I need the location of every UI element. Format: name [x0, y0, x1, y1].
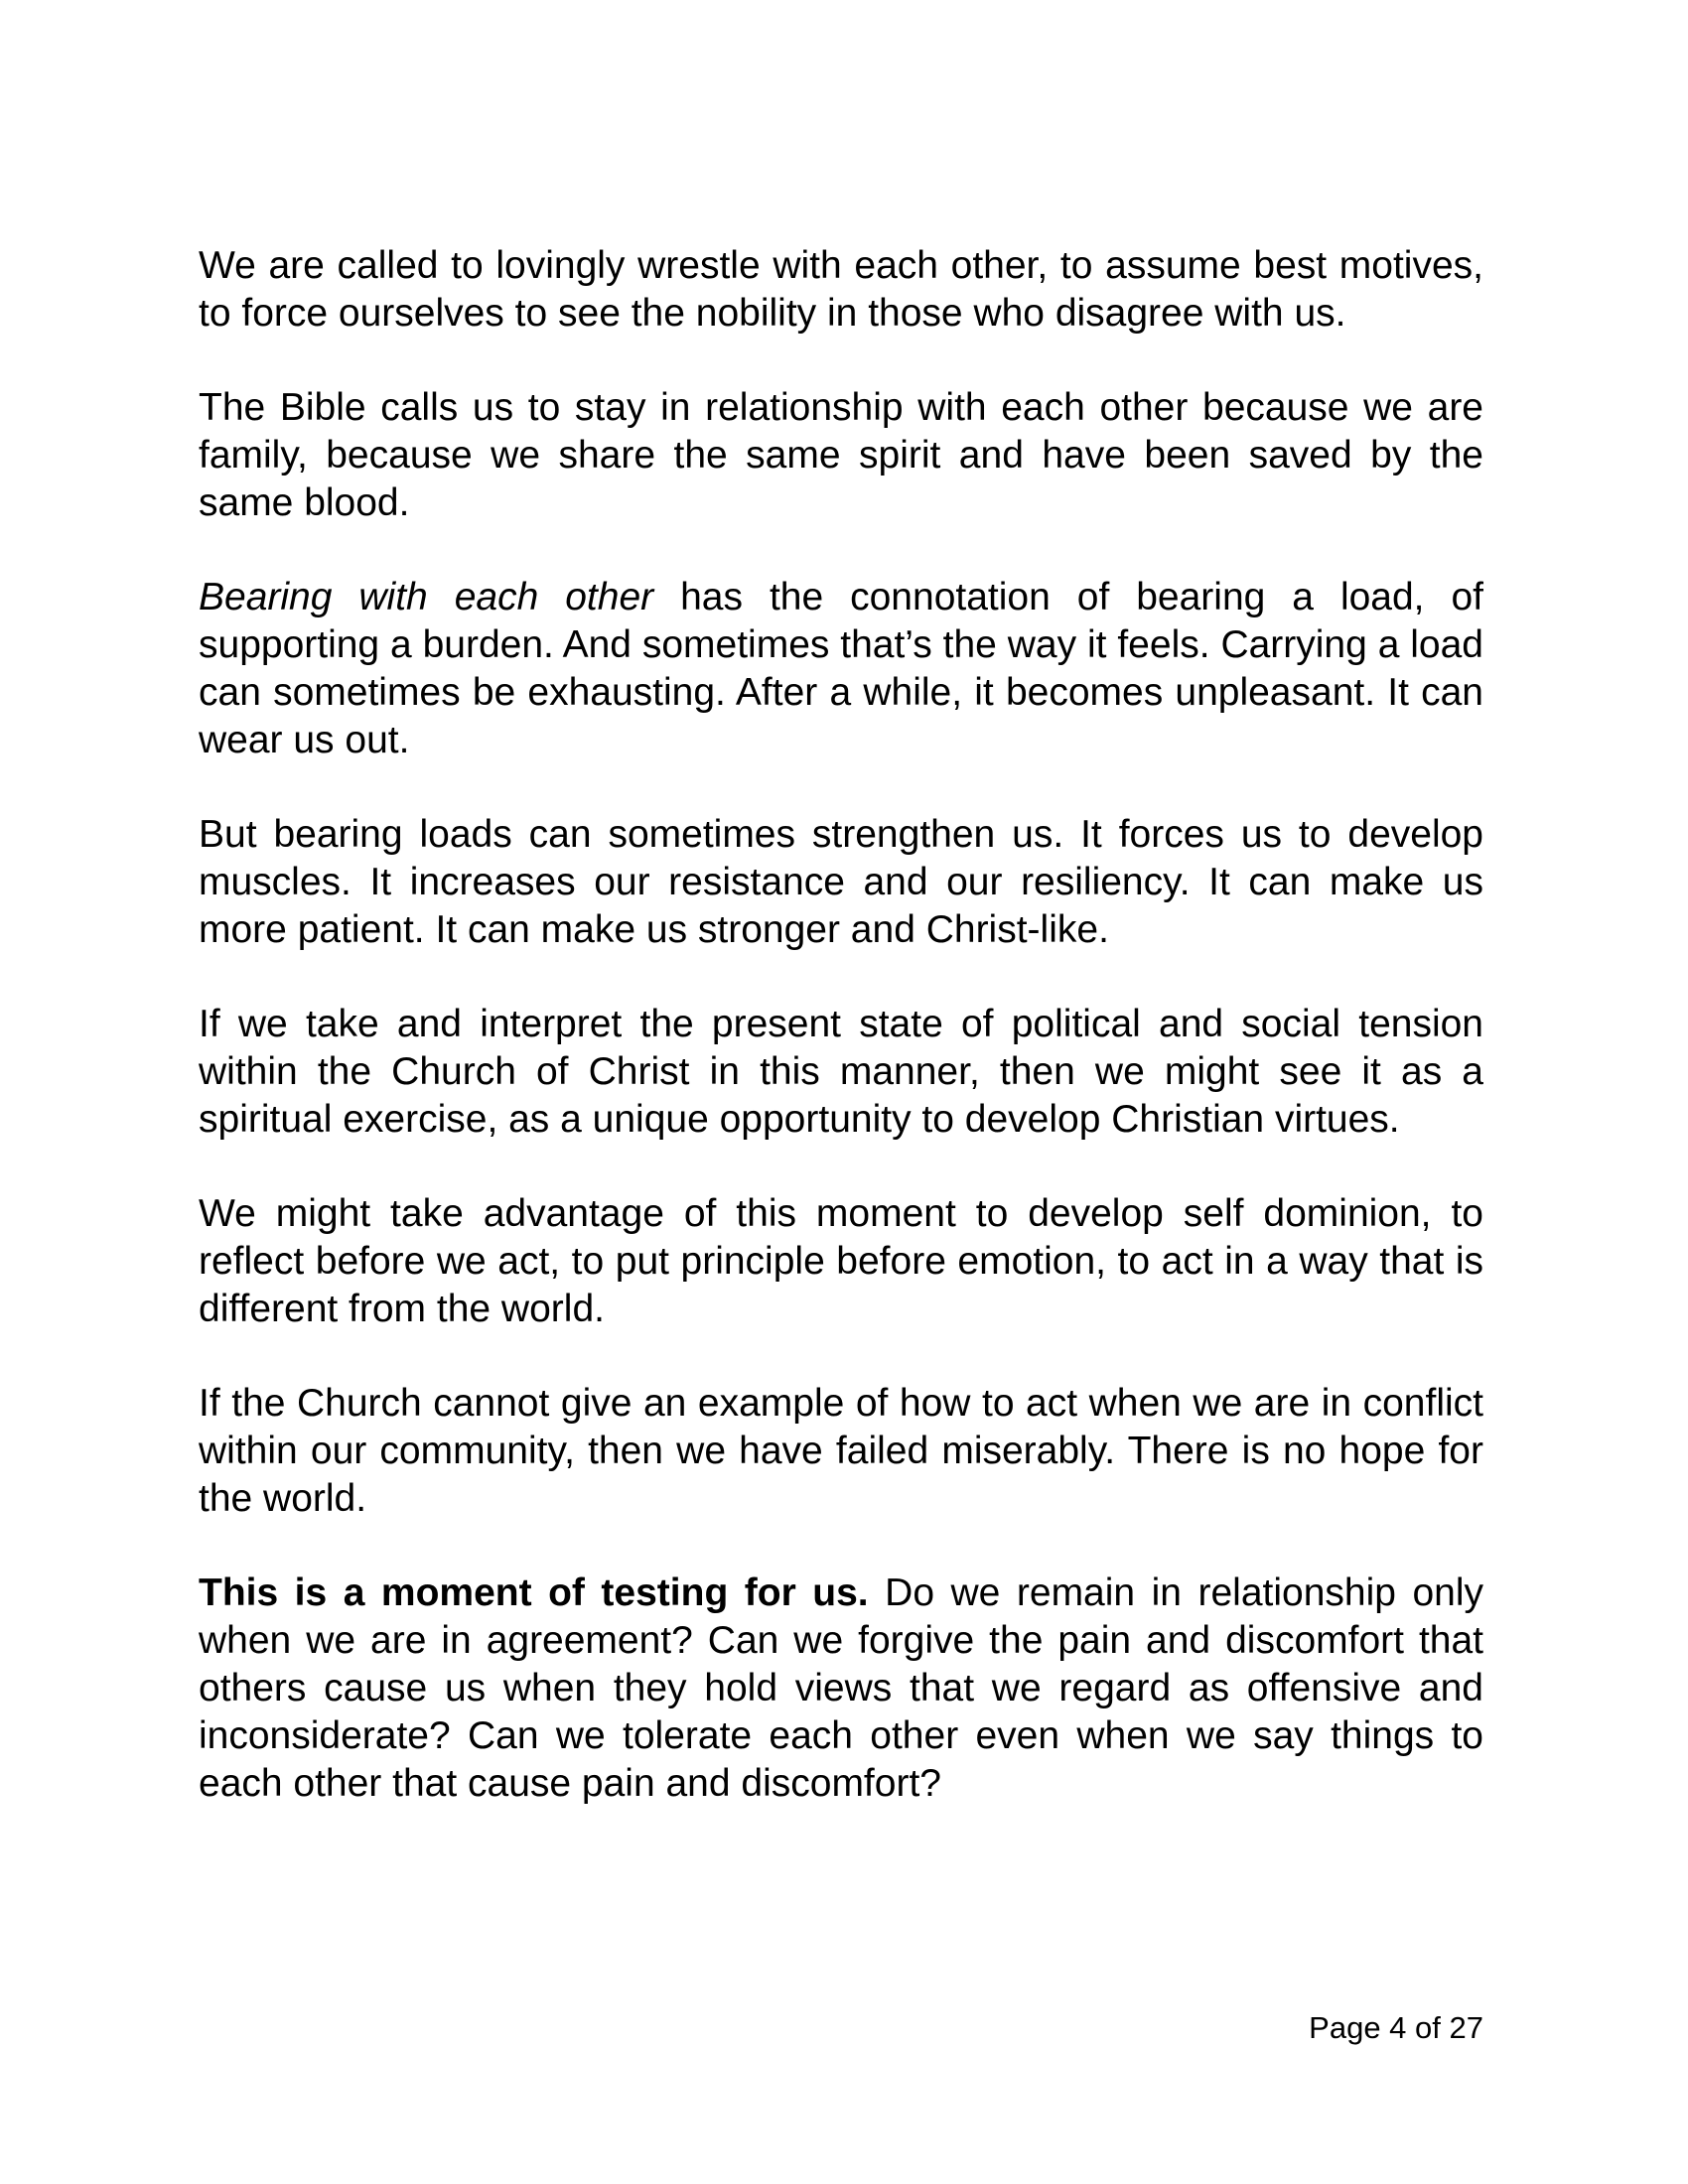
paragraph-3-text: has the connotation of bearing a load, of supporting a burden. And sometimes that’s the way it feels. Carrying a load can sometimes be exhausting. After a while, it becomes unpleasant. It can wear us out.	[199, 576, 1484, 761]
page-number: Page 4 of 27	[1309, 2010, 1483, 2045]
paragraph-8-bold-phrase: This is a moment of testing for us.	[199, 1571, 869, 1614]
paragraph-3-italic-phrase: Bearing with each other	[199, 576, 654, 618]
paragraph-8	[199, 1570, 1483, 1808]
paragraph-5: If we take and interpret the present state of political and social tension within the Church of Christ in this manner, then we might see it as a spiritual exercise, as a unique opportunity to develop Christian virtues.	[199, 1003, 1483, 1141]
document-body	[199, 242, 1483, 1854]
paragraph-6: We might take advantage of this moment to develop self dominion, to reflect before we act, to put principle before emotion, to act in a way that is different from the world.	[199, 1192, 1483, 1330]
paragraph-2: The Bible calls us to stay in relationship with each other because we are family, because we share the same spirit and have been saved by the same blood.	[199, 386, 1483, 524]
paragraph-1: We are called to lovingly wrestle with each other, to assume best motives, to force ourselves to see the nobility in those who disagree with us.	[199, 244, 1483, 335]
paragraph-3	[199, 574, 1483, 764]
paragraph-8-text: Do we remain in relationship only when we are in agreement? Can we forgive the pain and discomfort that others cause us when they hold views that we regard as offensive and inconsiderate? Can we tolerate each other even when we say things to each other that cause pain and discomfort?	[199, 1571, 1483, 1805]
paragraph-4: But bearing loads can sometimes strengthen us. It forces us to develop muscles. It increases our resistance and our resiliency. It can make us more patient. It can make us stronger and Christ-like.	[199, 813, 1483, 951]
paragraph-7: If the Church cannot give an example of how to act when we are in conflict within our community, then we have failed miserably. There is no hope for the world.	[199, 1382, 1483, 1520]
